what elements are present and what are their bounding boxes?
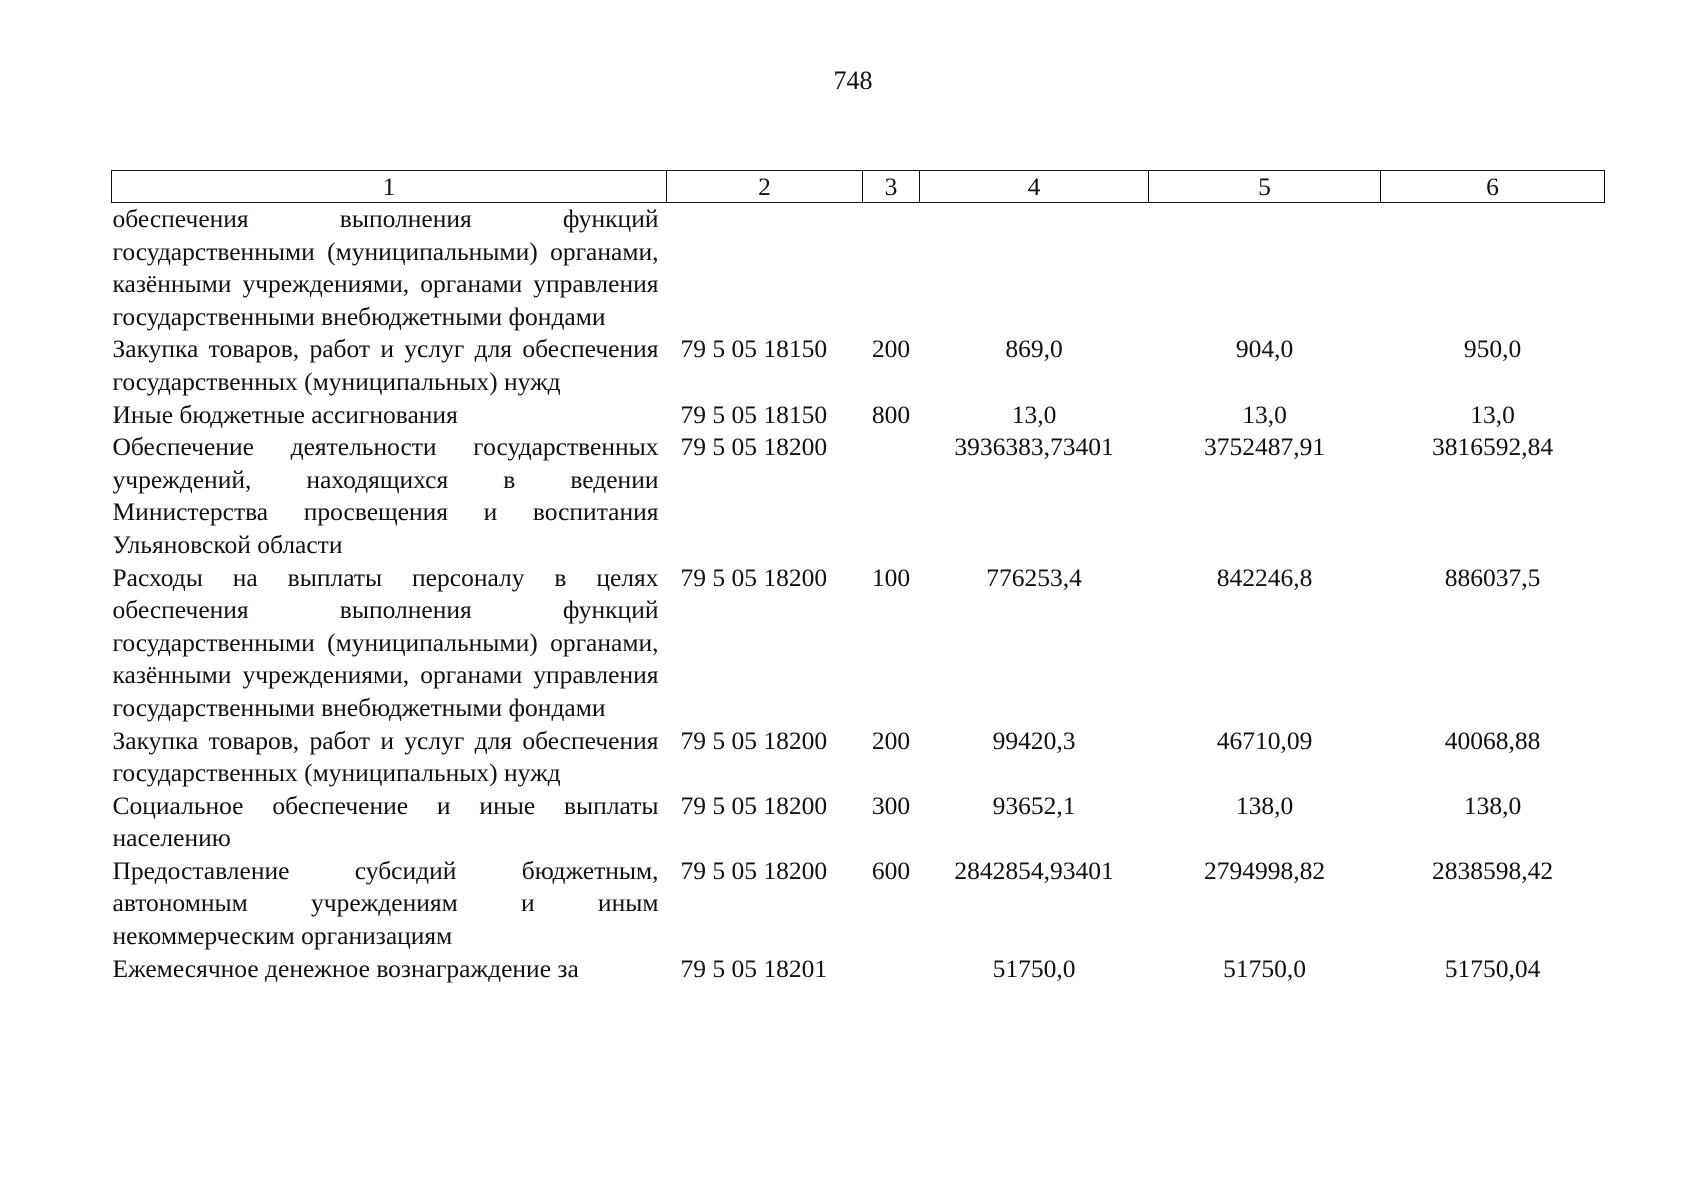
column-header: 4 bbox=[920, 171, 1149, 203]
table-row bbox=[112, 562, 1605, 725]
row-value-5: 3752487,91 bbox=[1203, 432, 1326, 462]
row-value-4: 776253,4 bbox=[986, 562, 1082, 592]
row-value-6: 2838598,42 bbox=[1431, 855, 1554, 885]
row-value-4: 13,0 bbox=[1011, 399, 1057, 429]
row-value-6: 40068,88 bbox=[1444, 725, 1541, 755]
row-code: 79 5 05 18200 bbox=[680, 432, 828, 462]
row-expense-type: 600 bbox=[871, 855, 911, 885]
row-value-6: 51750,04 bbox=[1444, 953, 1541, 983]
row-expense-type bbox=[863, 953, 920, 986]
row-value-6: 13,0 bbox=[1470, 399, 1515, 429]
table-row bbox=[112, 953, 1605, 986]
row-value-6: 886037,5 bbox=[1444, 562, 1541, 592]
row-expense-type: 200 bbox=[871, 334, 911, 364]
column-header: 1 bbox=[112, 171, 667, 203]
row-code: 79 5 05 18200 bbox=[680, 855, 828, 885]
row-value-5: 842246,8 bbox=[1216, 562, 1313, 592]
table-row bbox=[112, 431, 1605, 561]
row-name: Расходы на выплаты персоналу в целях обеспечения выполнения функций государственными (муниципальными) органами, казёнными учреждениями, органами управления государственными внебюджетными фондами bbox=[112, 562, 659, 722]
row-code: 79 5 05 18200 bbox=[680, 790, 828, 820]
row-value-4: 869,0 bbox=[1005, 334, 1063, 364]
row-value-4: 3936383,73401 bbox=[954, 432, 1114, 462]
table-row bbox=[112, 725, 1605, 790]
row-expense-type bbox=[863, 203, 920, 334]
row-expense-type: 800 bbox=[871, 399, 911, 429]
row-name: обеспечения выполнения функций государственными (муниципальными) органами, казёнными учреждениями, органами управления государственными внебюджетными фондами bbox=[112, 204, 659, 331]
table-row bbox=[112, 203, 1605, 334]
row-code: 79 5 05 18201 bbox=[680, 953, 828, 983]
row-name: Предоставление субсидий бюджетным, автономным учреждениям и иным некоммерческим организациям bbox=[112, 855, 659, 951]
row-value-6 bbox=[1381, 203, 1605, 334]
row-expense-type: 200 bbox=[871, 725, 911, 755]
row-name: Обеспечение деятельности государственных учреждений, находящихся в ведении Министерства просвещения и воспитания Ульяновской области bbox=[112, 432, 659, 559]
row-value-4: 2842854,93401 bbox=[954, 855, 1114, 885]
row-name: Иные бюджетные ассигнования bbox=[112, 399, 458, 429]
budget-table bbox=[111, 170, 1605, 985]
column-header: 2 bbox=[667, 171, 863, 203]
row-expense-type: 100 bbox=[871, 562, 911, 592]
table-header-row bbox=[112, 171, 1605, 203]
row-name: Ежемесячное денежное вознаграждение за bbox=[112, 953, 579, 983]
row-name: Закупка товаров, работ и услуг для обеспечения государственных (муниципальных) нужд bbox=[112, 334, 659, 396]
column-header: 6 bbox=[1381, 171, 1605, 203]
row-value-6: 950,0 bbox=[1463, 334, 1522, 364]
row-code: 79 5 05 18150 bbox=[680, 399, 828, 429]
row-value-5: 904,0 bbox=[1235, 334, 1294, 364]
row-value-5: 13,0 bbox=[1242, 399, 1287, 429]
row-code bbox=[667, 203, 863, 334]
table-row bbox=[112, 333, 1605, 398]
row-value-5: 138,0 bbox=[1235, 790, 1294, 820]
row-name: Социальное обеспечение и иные выплаты населению bbox=[112, 790, 659, 853]
row-value-5: 2794998,82 bbox=[1203, 855, 1326, 885]
page-number: 748 bbox=[833, 66, 873, 95]
row-value-5: 46710,09 bbox=[1216, 725, 1313, 755]
row-code: 79 5 05 18200 bbox=[680, 562, 828, 592]
row-value-5: 51750,0 bbox=[1223, 953, 1306, 983]
column-header: 5 bbox=[1149, 171, 1381, 203]
table-row bbox=[112, 399, 1605, 432]
row-value-6: 138,0 bbox=[1463, 790, 1522, 820]
row-value-5 bbox=[1149, 203, 1381, 334]
row-code: 79 5 05 18200 bbox=[680, 725, 828, 755]
table-row bbox=[112, 855, 1605, 953]
row-value-4 bbox=[920, 203, 1149, 334]
row-value-4: 99420,3 bbox=[992, 725, 1076, 755]
row-code: 79 5 05 18150 bbox=[680, 334, 828, 364]
row-value-4: 93652,1 bbox=[992, 790, 1076, 820]
row-name: Закупка товаров, работ и услуг для обеспечения государственных (муниципальных) нужд bbox=[112, 725, 659, 788]
table-row bbox=[112, 790, 1605, 855]
row-value-4: 51750,0 bbox=[992, 953, 1076, 983]
row-value-6: 3816592,84 bbox=[1431, 432, 1554, 462]
row-expense-type: 300 bbox=[871, 790, 911, 820]
row-expense-type bbox=[863, 431, 920, 561]
column-header: 3 bbox=[863, 171, 920, 203]
